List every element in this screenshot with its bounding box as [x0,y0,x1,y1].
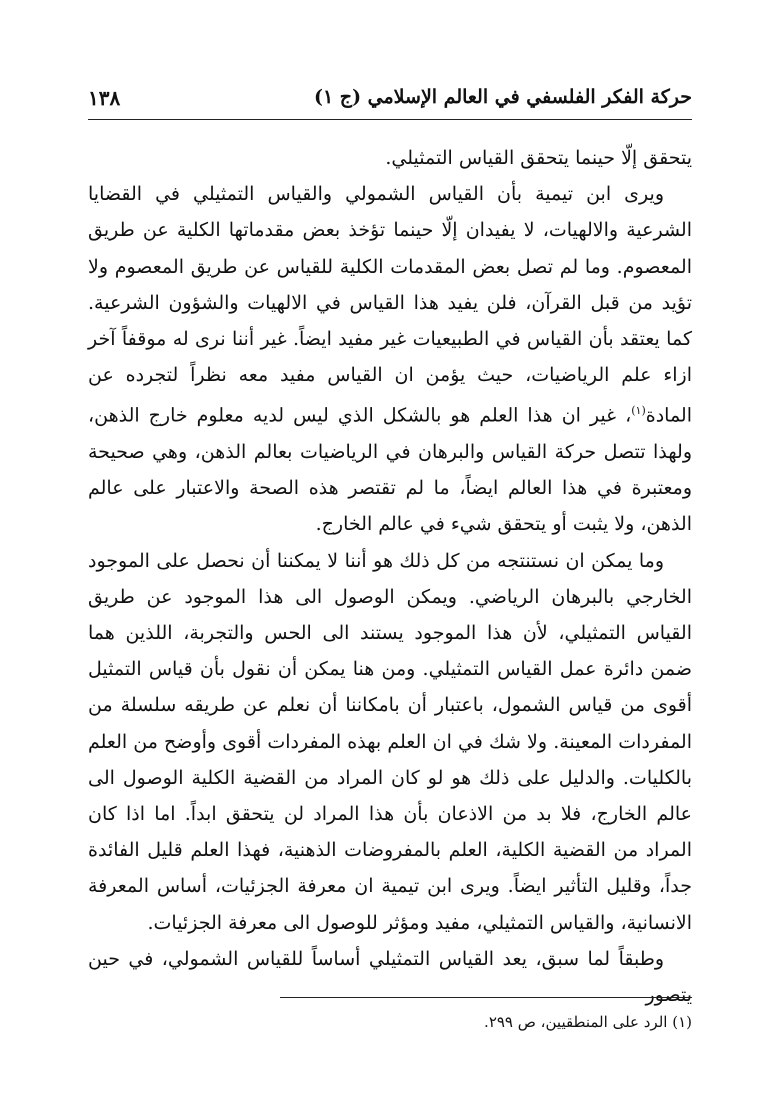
footnote: (١) الرد على المنطقيين، ص ٢٩٩. [484,1013,692,1031]
page-number: ١٣٨ [88,86,121,110]
footnote-reference[interactable]: (١) [631,404,646,418]
paragraph-text-continued: ، غير ان هذا العلم هو بالشكل الذي ليس لديه معلوم خارج الذهن، ولهذا تتصل حركة القياس والبرهان في الرياضيات بعالم الذهن، وهي صحيحة ومعتبرة في هذا العالم ايضاً، ما لم تقتصر هذه الصحة والاعتبار على عالم الذهن، ولا يثبت أو يتحقق شيء في عالم الخارج. [88,404,692,536]
body-text [88,140,692,1013]
paragraph: وما يمكن ان نستنتجه من كل ذلك هو أننا لا يمكننا أن نحصل على الموجود الخارجي بالبرهان الرياضي. ويمكن الوصول الى هذا الموجود عن طريق القياس التمثيلي، لأن هذا الموجود يستند الى الحس والتجربة، اللذين هما ضمن دائرة عمل القياس التمثيلي. ومن هنا يمكن أن نقول بأن قياس التمثيل أقوى من قياس الشمول، باعتبار أن بامكاننا أن نعلم عن طريقه سلسلة من المفردات المعينة. ولا شك في ان العلم بهذه المفردات أقوى وأوضح من العلم بالكليات. والدليل على ذلك هو لو كان المراد من القضية الكلية الوصول الى عالم الخارج، فلا بد من الاذعان بأن هذا المراد لن يتحقق ابداً. اما اذا كان المراد من القضية الكلية، العلم بالمفروضات الذهنية، فهذا العلم قليل الفائدة جداً، وقليل التأثير ايضاً. ويرى ابن تيمية ان معرفة الجزئيات، أساس المعرفة الانسانية، والقياس التمثيلي، مفيد ومؤثر للوصول الى معرفة الجزئيات. [88,549,692,934]
book-title: حركة الفكر الفلسفي في العالم الإسلامي (ج ١) [313,86,692,108]
paragraph: يتحقق إلّا حينما يتحقق القياس التمثيلي. [385,147,692,169]
paragraph: وطبقاً لما سبق، يعد القياس التمثيلي أساساً للقياس الشمولي، في حين يتصور [88,947,692,1006]
paragraph [88,176,692,542]
header-divider [88,119,692,120]
paragraph-text: ويرى ابن تيمية بأن القياس الشمولي والقياس التمثيلي في القضايا الشرعية والالهيات، لا يفيدان إلّا حينما تؤخذ بعض مقدماتها الكلية عن طريق المعصوم. وما لم تصل بعض المقدمات الكلية للقياس عن طريق المعصوم ولا تؤيد من قبل القرآن، فلن يفيد هذا القياس في الالهيات والشؤون الشرعية. كما يعتقد بأن القياس في الطبيعيات غير مفيد ايضاً. غير أننا نرى له موقفاً آخر ازاء علم الرياضيات، حيث يؤمن ان القياس مفيد معه نظراً لتجرده عن المادة [88,183,692,427]
running-header [88,86,692,118]
footnote-divider [280,997,692,998]
